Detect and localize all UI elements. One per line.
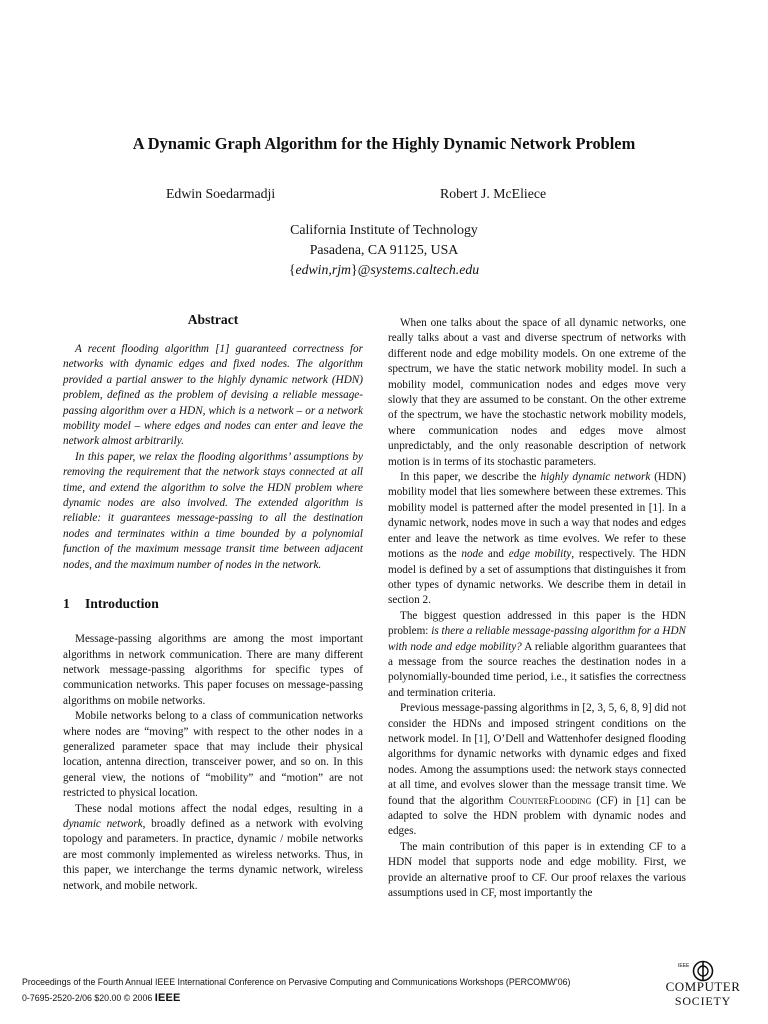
body-paragraph-2 bbox=[388, 470, 686, 609]
section-title: Introduction bbox=[85, 596, 159, 612]
text-run: and bbox=[483, 548, 509, 561]
left-column bbox=[63, 312, 363, 894]
section-number: 1 bbox=[63, 596, 70, 612]
text-run: , broadly defined as a network with evolving topology and parameters. In practice, dynamic / mobile networks are most commonly implemented as wireless networks. Thus, in this paper, we interchange the terms dynamic network, wireless network, and mobile network. bbox=[63, 817, 363, 892]
emphasis: edge mobility bbox=[508, 548, 572, 561]
logo-line-computer: COMPUTER bbox=[665, 979, 741, 994]
proceedings-line: Proceedings of the Fourth Annual IEEE International Conference on Pervasive Computing and Communications Workshops (PERCOMW’06) bbox=[22, 977, 571, 987]
abstract-heading: Abstract bbox=[187, 312, 239, 327]
emphasis: node bbox=[461, 548, 484, 561]
email bbox=[0, 260, 768, 280]
computer-society-logo bbox=[660, 960, 746, 1008]
logo-ieee-text: IEEE bbox=[678, 963, 690, 969]
email-open-brace: { bbox=[288, 262, 296, 277]
body-paragraph-4 bbox=[388, 701, 686, 840]
text-run: The biggest question addressed in this paper is the HDN problem: bbox=[388, 609, 686, 638]
author-1: Edwin Soedarmadji bbox=[166, 186, 276, 201]
author-2: Robert J. McEliece bbox=[440, 186, 547, 201]
affiliation bbox=[0, 220, 768, 280]
logo-line-society: SOCIETY bbox=[674, 994, 732, 1008]
text-run: A reliable algorithm guarantees that a message from the source reaches the destination nodes in a polynomially-bounded time period, i.e., it satisfies the correctness and termination criteria. bbox=[388, 640, 686, 699]
abstract-paragraph-1: A recent flooding algorithm [1] guaranteed correctness for networks with dynamic edges and fixed nodes. The algorithm provided a partial answer to the highly dynamic network (HDN) problem, defined as the problem of devising a reliable message-passing algorithm over a HDN, which is a network – or a network mobility model – where edges and nodes can enter and leave the network almost arbitrarily. bbox=[63, 343, 363, 448]
body-paragraph-5: The main contribution of this paper is in extending CF to a HDN model that supports node and edge mobility. First, we provide an alternative proof to CF. Our proof relaxes the various assumptions used in CF, most importantly the bbox=[388, 840, 686, 900]
section-heading-introduction bbox=[63, 596, 363, 612]
paper-title: A Dynamic Graph Algorithm for the Highly Dynamic Network Problem bbox=[132, 134, 636, 153]
footer bbox=[22, 974, 570, 1006]
emphasis: highly dynamic network bbox=[540, 471, 651, 484]
text-run: (HDN) mobility model that lies somewhere between these extremes. This mobility model is patterned after the model presented in [1]. In a dynamic network, nodes move in such a way that nodes and edges enter and leave the network as time evolves. We refer to these motions as the bbox=[388, 471, 686, 561]
text-run: (CF) in [1] can be adapted to solve the HDN problem with dynamic nodes and edges. bbox=[388, 794, 686, 838]
right-column bbox=[388, 316, 686, 901]
abstract-paragraph-2: In this paper, we relax the flooding algorithms’ assumptions by removing the requirement that the network stays connected at all time, and extend the algorithm to solve the HDN problem where dynamic nodes are also involved. The extended algorithm is reliable: it guarantees message-passing to all the destination nodes and terminates within a time bounded by a polynomial function of the maximum message transit time between adjacent nodes, and the maximum number of nodes in the network. bbox=[63, 450, 363, 571]
email-names: edwin,rjm bbox=[295, 262, 352, 277]
algorithm-name: CounterFlooding bbox=[508, 794, 592, 807]
email-domain: @systems.caltech.edu bbox=[357, 262, 480, 277]
institution: California Institute of Technology bbox=[290, 222, 478, 237]
intro-paragraph-1: Message-passing algorithms are among the most important algorithms in network communication. There are many different network message-passing algorithms for specific types of communication networks. This paper focuses on message-passing algorithms on mobile networks. bbox=[63, 633, 363, 707]
isbn-text: 0-7695-2520-2/06 $20.00 © 2006 bbox=[22, 993, 155, 1003]
abstract-body bbox=[63, 342, 363, 573]
email-close-brace: } bbox=[351, 262, 358, 277]
isbn-line bbox=[22, 990, 570, 1006]
body-paragraph-1: When one talks about the space of all dynamic networks, one really talks about a vast and diverse spectrum of networks with different node and edge mobility models. On one extreme of the spectrum, we have the static network mobility model. In such a mobility model, communication nodes and edges move very slowly that they are assumed to be constant. On the other extreme of the spectrum, we have the stochastic network mobility models, where communication nodes and edges move almost unpredictably, and the only reasonable description of network motion is in terms of its stochastic parameters. bbox=[388, 317, 686, 468]
address: Pasadena, CA 91125, USA bbox=[309, 242, 459, 257]
body-paragraph-3 bbox=[388, 609, 686, 701]
text-run: These nodal motions affect the nodal edges, resulting in a bbox=[75, 802, 363, 815]
text-run: In this paper, we describe the bbox=[400, 471, 541, 484]
intro-paragraph-3 bbox=[63, 802, 363, 894]
emphasis: dynamic network bbox=[63, 817, 143, 830]
ieee-wordmark: IEEE bbox=[154, 992, 181, 1004]
intro-paragraph-2: Mobile networks belong to a class of communication networks where nodes are “moving” with respect to the other nodes in a generalized parameter space that may include their physical location, antenna direction, transceiver power, and so on. In this general view, the notions of “mobility” and “motion” are not restricted to physical location. bbox=[63, 710, 363, 800]
text-run: Previous message-passing algorithms in [2, 3, 5, 6, 8, 9] did not consider the HDNs and imposed stringent conditions on the network model. In [1], O’Dell and Wattenhofer designed flooding algorithms for dynamic networks with dynamic edges and fixed nodes. Among the assumptions used: the network stays connected at all time, and evolves slower than the message transit time. We found that the algorithm bbox=[388, 702, 686, 807]
text-run: , respectively. The HDN model is defined by a set of assumptions that distinguishes it from other types of dynamic networks. We describe them in detail in section 2. bbox=[388, 548, 687, 607]
emphasis: is there a reliable message-passing algorithm for a HDN with node and edge mobility? bbox=[388, 625, 686, 653]
